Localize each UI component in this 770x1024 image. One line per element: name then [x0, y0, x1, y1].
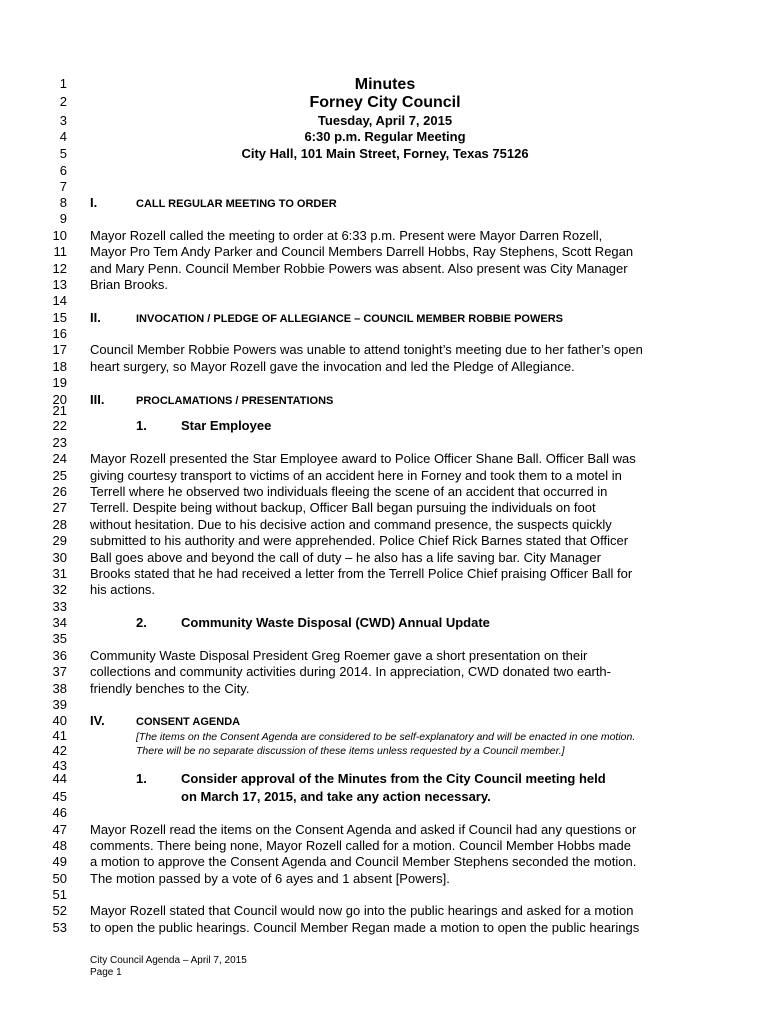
line-number: 36 — [52, 648, 67, 663]
meeting-location: City Hall, 101 Main Street, Forney, Texas 75126 — [241, 146, 529, 161]
line-number: 14 — [52, 293, 67, 308]
line-number: 4 — [59, 129, 67, 144]
paragraph-line: giving courtesy transport to victims of an accident here in Forney and took them to a motel in — [90, 468, 622, 483]
line-number: 12 — [52, 261, 67, 276]
item-title-line: Consider approval of the Minutes from the City Council meeting held — [181, 771, 606, 786]
line-number: 35 — [52, 631, 67, 646]
paragraph-line: and Mary Penn. Council Member Robbie Powers was absent. Also present was City Manager — [90, 261, 628, 276]
paragraph-line: Terrell. Despite being without backup, Officer Ball began pursuing the individuals on foot — [90, 500, 596, 515]
item-title-line: on March 17, 2015, and take any action necessary. — [181, 789, 491, 804]
section-number: IV. — [90, 713, 105, 728]
paragraph-line: collections and community activities during 2014. In appreciation, CWD donated two earth- — [90, 664, 611, 679]
paragraph-line: without hesitation. Due to his decisive action and command presence, the suspects quickly — [90, 517, 612, 532]
line-number: 52 — [52, 903, 67, 918]
section-title: PROCLAMATIONS / PRESENTATIONS — [136, 395, 334, 407]
line-number: 7 — [59, 179, 67, 194]
item-number: 2. — [136, 615, 147, 630]
line-number: 11 — [53, 244, 67, 259]
line-number: 9 — [59, 211, 67, 226]
line-number: 39 — [52, 697, 67, 712]
line-number: 53 — [52, 920, 67, 935]
section-title: INVOCATION / PLEDGE OF ALLEGIANCE – COUNCIL MEMBER ROBBIE POWERS — [136, 313, 563, 325]
paragraph-line: his actions. — [90, 582, 156, 597]
line-number: 1 — [59, 76, 67, 91]
footer-agenda: City Council Agenda – April 7, 2015 — [90, 955, 247, 966]
line-number: 19 — [52, 375, 67, 390]
line-number: 44 — [52, 771, 67, 786]
section-number: I. — [90, 195, 98, 210]
line-number: 37 — [52, 664, 67, 679]
line-number: 25 — [52, 468, 67, 483]
paragraph-line: a motion to approve the Consent Agenda and Council Member Stephens seconded the motion. — [90, 854, 637, 869]
paragraph-line: Mayor Rozell called the meeting to order at 6:33 p.m. Present were Mayor Darren Rozell, — [90, 228, 603, 243]
item-number: 1. — [136, 771, 147, 786]
line-number: 38 — [52, 681, 67, 696]
paragraph-line: heart surgery, so Mayor Rozell gave the invocation and led the Pledge of Allegiance. — [90, 359, 575, 374]
line-number: 50 — [52, 871, 67, 886]
line-number: 27 — [52, 500, 67, 515]
section-number: II. — [90, 310, 101, 325]
line-number: 6 — [59, 163, 67, 178]
paragraph-line: Brian Brooks. — [90, 277, 169, 292]
document-title: Minutes — [354, 76, 416, 93]
item-title: Star Employee — [181, 418, 272, 433]
paragraph-line: Terrell where he observed two individuals fleeing the scene of an accident that occurred in — [90, 484, 608, 499]
line-number: 3 — [59, 113, 67, 128]
line-number: 42 — [52, 743, 67, 758]
item-title: Community Waste Disposal (CWD) Annual Update — [181, 615, 490, 630]
line-number: 40 — [52, 713, 67, 728]
line-number: 21 — [52, 403, 67, 418]
paragraph-line: Mayor Rozell presented the Star Employee award to Police Officer Shane Ball. Officer Ball was — [90, 451, 636, 466]
paragraph-line: comments. There being none, Mayor Rozell called for a motion. Council Member Hobbs made — [90, 838, 631, 853]
line-number: 29 — [52, 533, 67, 548]
paragraph-line: friendly benches to the City. — [90, 681, 250, 696]
section-title: CONSENT AGENDA — [136, 716, 241, 728]
line-number: 8 — [59, 195, 67, 210]
line-number: 23 — [52, 435, 67, 450]
line-number: 18 — [52, 359, 67, 374]
line-number: 45 — [52, 789, 67, 804]
paragraph-line: to open the public hearings. Council Member Regan made a motion to open the public hearings — [90, 920, 640, 935]
paragraph-line: Mayor Rozell stated that Council would now go into the public hearings and asked for a motion — [90, 903, 634, 918]
paragraph-line: Community Waste Disposal President Greg Roemer gave a short presentation on their — [90, 648, 588, 663]
paragraph-line: Mayor Rozell read the items on the Consent Agenda and asked if Council had any questions or — [90, 822, 637, 837]
line-number: 20 — [52, 392, 67, 407]
line-number: 28 — [52, 517, 67, 532]
meeting-date: Tuesday, April 7, 2015 — [317, 113, 453, 128]
section-number: III. — [90, 392, 105, 407]
footer-page-number: Page 1 — [90, 967, 122, 978]
paragraph-line: Council Member Robbie Powers was unable to attend tonight’s meeting due to her father’s open — [90, 342, 643, 357]
line-number: 49 — [52, 854, 67, 869]
paragraph-line: Brooks stated that he had received a letter from the Terrell Police Chief praising Officer Ball for — [90, 566, 633, 581]
line-number: 48 — [52, 838, 67, 853]
line-number: 22 — [52, 418, 67, 433]
line-number: 47 — [52, 822, 67, 837]
line-number: 24 — [52, 451, 67, 466]
line-number: 41 — [52, 728, 67, 743]
line-number: 5 — [59, 146, 67, 161]
line-number: 46 — [52, 805, 67, 820]
council-name: Forney City Council — [309, 94, 461, 111]
paragraph-line: Ball goes above and beyond the call of duty – he also has a life saving bar. City Manager — [90, 550, 601, 565]
paragraph-line: The motion passed by a vote of 6 ayes and 1 absent [Powers]. — [90, 871, 450, 886]
line-number: 26 — [52, 484, 67, 499]
line-number: 15 — [52, 310, 67, 325]
section-title: CALL REGULAR MEETING TO ORDER — [136, 198, 337, 210]
consent-note-line: There will be no separate discussion of these items unless requested by a Council member.] — [136, 745, 565, 757]
line-number: 51 — [52, 887, 67, 902]
line-number: 33 — [52, 599, 67, 614]
line-number: 10 — [52, 228, 67, 243]
consent-note-line: [The items on the Consent Agenda are considered to be self-explanatory and will be enacted in one motion. — [136, 731, 636, 743]
line-number: 32 — [52, 582, 67, 597]
line-number: 17 — [52, 342, 67, 357]
paragraph-line: submitted to his authority and were apprehended. Police Chief Rick Barnes stated that Officer — [90, 533, 629, 548]
line-number: 34 — [52, 615, 67, 630]
line-number: 16 — [52, 326, 67, 341]
line-number: 13 — [52, 277, 67, 292]
line-number: 31 — [52, 566, 67, 581]
line-number: 43 — [52, 758, 67, 773]
item-number: 1. — [136, 418, 147, 433]
line-number: 2 — [59, 94, 67, 109]
paragraph-line: Mayor Pro Tem Andy Parker and Council Members Darrell Hobbs, Ray Stephens, Scott Regan — [90, 244, 634, 259]
meeting-type: 6:30 p.m. Regular Meeting — [304, 129, 466, 144]
line-number: 30 — [52, 550, 67, 565]
